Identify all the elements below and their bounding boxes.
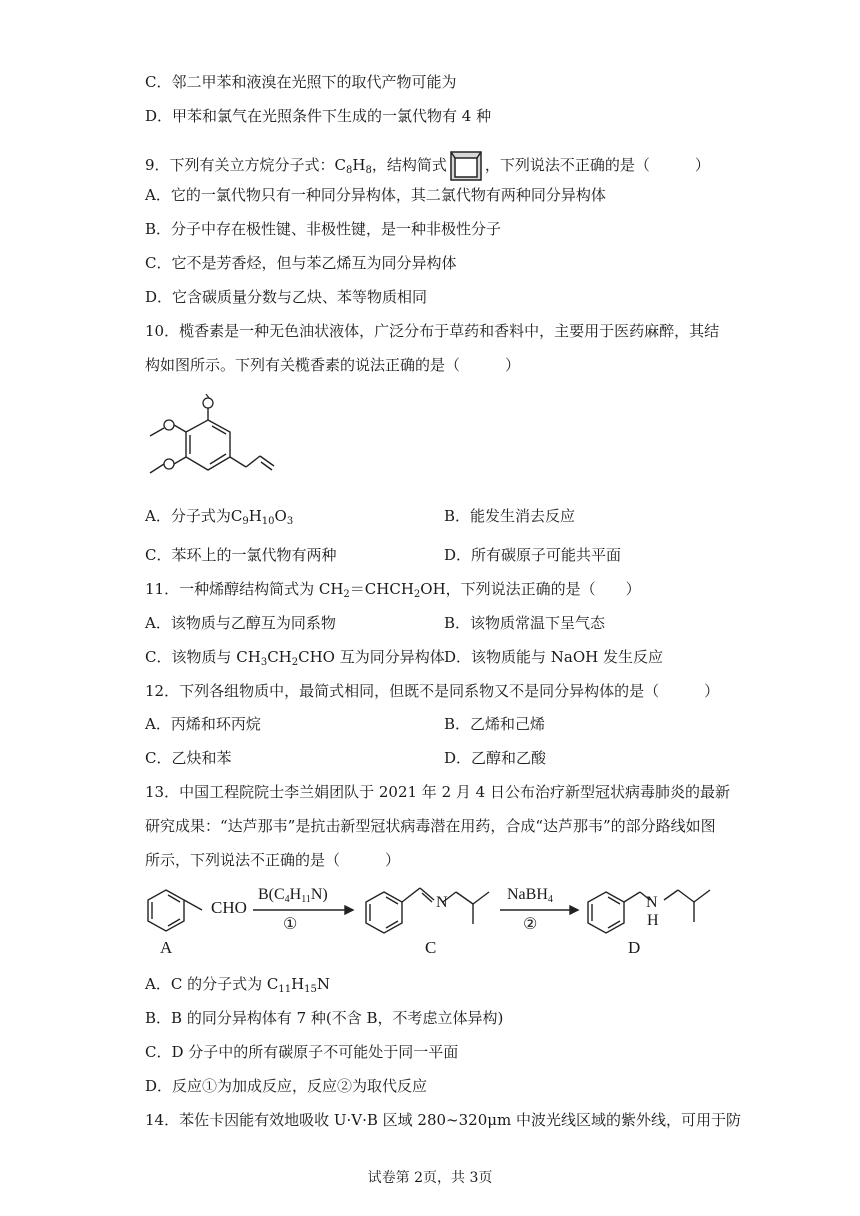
q11-option-a: A．该物质与乙醇互为同系物 [145, 614, 336, 632]
cubane-structure-image [449, 150, 483, 182]
scheme-cho-label: CHO [211, 898, 247, 917]
q9-option-a: A．它的一氯代物只有一种同分异构体，其二氯代物有两种同分异构体 [145, 186, 606, 204]
q12-option-b: B．乙烯和己烯 [444, 715, 546, 733]
q10-option-a: A．分子式为$C_9H_{10}O_3$ [145, 507, 294, 527]
q10-stem-line2: 构如图所示。下列有关榄香素的说法正确的是（ ） [145, 356, 521, 374]
q12-option-a: A．丙烯和环丙烷 [145, 715, 261, 733]
scheme-label-d: D [628, 938, 641, 957]
page-footer: 试卷第 2页，共 3页 [367, 1170, 493, 1186]
q13-option-c: C．D 分子中的所有碳原子不可能处于同一平面 [145, 1043, 459, 1061]
q13-option-b: B．B 的同分异构体有 7 种(不含 B，不考虑立体异构) [145, 1009, 504, 1027]
scheme-reagent2: NaBH$_4$ [507, 886, 553, 905]
q8-option-d: D．甲苯和氯气在光照条件下生成的一氯代物有 4 种 [145, 107, 492, 125]
q9-option-d: D．它含碳质量分数与乙炔、苯等物质相同 [145, 288, 428, 306]
scheme-n-atom: N [436, 894, 448, 911]
q13-stem-line1: 13．中国工程院院士李兰娟团队于 2021 年 2 月 4 日公布治疗新型冠状病毒肺炎的最新 [145, 783, 730, 801]
q9-stem: 9．下列有关立方烷分子式：$C_8H_8$，结构简式 ，下列说法不正确的是（ ） [145, 150, 710, 182]
q12-stem: 12．下列各组物质中，最简式相同，但既不是同系物又不是同分异构体的是（ ） [145, 682, 720, 700]
scheme-label-c: C [425, 938, 437, 957]
q10-option-c: C．苯环上的一氯代物有两种 [145, 546, 337, 564]
elemicin-structure-image [140, 392, 280, 492]
scheme-nh-h: H [647, 912, 659, 929]
q11-option-d: D．该物质能与 NaOH 发生反应 [444, 648, 664, 666]
q14-stem-line1: 14．苯佐卡因能有效地吸收 U·V·B 区域 280~320μm 中波光线区域的紫外线，可用于防 [145, 1111, 741, 1129]
q10-stem-line1: 10．榄香素是一种无色油状液体，广泛分布于草药和香料中，主要用于医药麻醉，其结 [145, 322, 720, 340]
q12-option-d: D．乙醇和乙酸 [444, 749, 547, 767]
q13-option-d: D．反应①为加成反应，反应②为取代反应 [145, 1077, 428, 1095]
scheme-step2: ② [523, 916, 538, 933]
q11-stem: 11．一种烯醇结构简式为 $CH_2=CHCH_2OH$，下列说法正确的是（ ） [145, 580, 641, 600]
q13-stem-line3: 所示，下列说法不正确的是（ ） [145, 851, 401, 869]
scheme-nh-n: N [646, 894, 658, 911]
q10-option-d: D．所有碳原子可能共平面 [444, 546, 622, 564]
q9-option-b: B．分子中存在极性键、非极性键，是一种非极性分子 [145, 220, 502, 238]
q9-option-c: C．它不是芳香烃，但与苯乙烯互为同分异构体 [145, 254, 457, 272]
scheme-step1: ① [283, 916, 298, 933]
q13-option-a: A．C 的分子式为 $C_{11}H_{15}N$ [145, 975, 331, 995]
q8-option-c: C．邻二甲苯和液溴在光照下的取代产物可能为 [145, 73, 457, 91]
scheme-label-a: A [160, 938, 173, 957]
scheme-reagent1: $B(C_4H_{11}N)$ [258, 886, 328, 905]
q13-stem-line2: 研究成果：“达芦那韦”是抗击新型冠状病毒潜在用药，合成“达芦那韦”的部分路线如图 [145, 817, 716, 835]
q11-option-b: B．该物质常温下呈气态 [444, 614, 606, 632]
q11-option-c: C．该物质与 $CH_3CH_2CHO$ 互为同分异构体 [145, 648, 445, 668]
q12-option-c: C．乙炔和苯 [145, 749, 232, 767]
q10-option-b: B．能发生消去反应 [444, 507, 576, 525]
